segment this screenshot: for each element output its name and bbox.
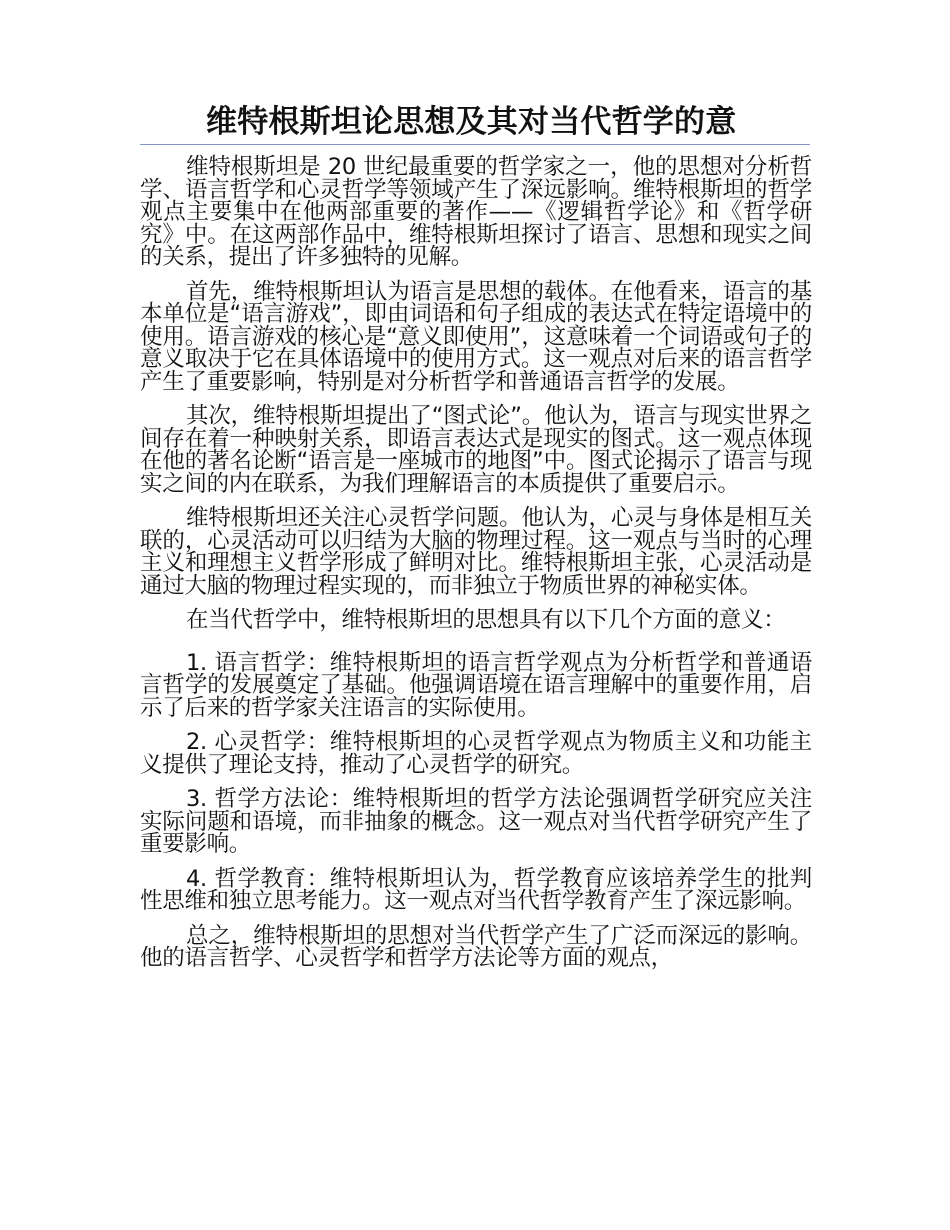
paragraph-conclusion: 总之，维特根斯坦的思想对当代哲学产生了广泛而深远的影响。他的语言哲学、心灵哲学和哲学方法论等方面的观点， bbox=[140, 922, 812, 971]
list-item-education: 4. 哲学教育：维特根斯坦认为，哲学教育应该培养学生的批判性思维和独立思考能力。这一观点对当代哲学教育产生了深远影响。 bbox=[140, 865, 812, 914]
list-item-philosophy-of-mind: 2. 心灵哲学：维特根斯坦的心灵哲学观点为物质主义和功能主义提供了理论支持，推动了心灵哲学的研究。 bbox=[140, 729, 812, 778]
paragraph-schema-theory: 其次，维特根斯坦提出了“图式论”。他认为，语言与现实世界之间存在着一种映射关系，即语言表达式是现实的图式。这一观点体现在他的著名论断“语言是一座城市的地图”中。图式论揭示了语言与现实之间的内在联系，为我们理解语言的本质提供了重要启示。 bbox=[140, 403, 812, 497]
paragraph-philosophy-of-mind: 维特根斯坦还关注心灵哲学问题。他认为，心灵与身体是相互关联的，心灵活动可以归结为大脑的物理过程。这一观点与当时的心理主义和理想主义哲学形成了鲜明对比。维特根斯坦主张，心灵活动是通过大脑的物理过程实现的，而非独立于物质世界的神秘实体。 bbox=[140, 505, 812, 599]
paragraph-language-games: 首先，维特根斯坦认为语言是思想的载体。在他看来，语言的基本单位是“语言游戏”，即由词语和句子组成的表达式在特定语境中的使用。语言游戏的核心是“意义即使用”，这意味着一个词语或句子的意义取决于它在具体语境中的使用方式。这一观点对后来的语言哲学产生了重要影响，特别是对分析哲学和普通语言哲学的发展。 bbox=[140, 278, 812, 395]
document-body bbox=[140, 156, 812, 982]
title-block bbox=[140, 100, 810, 145]
list-item-language-philosophy: 1. 语言哲学：维特根斯坦的语言哲学观点为分析哲学和普通语言哲学的发展奠定了基础。他强调语境在语言理解中的重要作用，启示了后来的哲学家关注语言的实际使用。 bbox=[140, 649, 812, 721]
document-title: 维特根斯坦论思想及其对当代哲学的意 bbox=[206, 104, 737, 140]
paragraph-significance-intro: 在当代哲学中，维特根斯坦的思想具有以下几个方面的意义： bbox=[186, 607, 786, 633]
list-item-methodology: 3. 哲学方法论：维特根斯坦的哲学方法论强调哲学研究应关注实际问题和语境，而非抽象的概念。这一观点对当代哲学研究产生了重要影响。 bbox=[140, 786, 812, 857]
paragraph-intro: 维特根斯坦是 20 世纪最重要的哲学家之一，他的思想对分析哲学、语言哲学和心灵哲学等领域产生了深远影响。维特根斯坦的哲学观点主要集中在他两部重要的著作——《逻辑哲学论》和《哲学研究》中。在这两部作品中，维特根斯坦探讨了语言、思想和现实之间的关系，提出了许多独特的见解。 bbox=[140, 154, 812, 270]
